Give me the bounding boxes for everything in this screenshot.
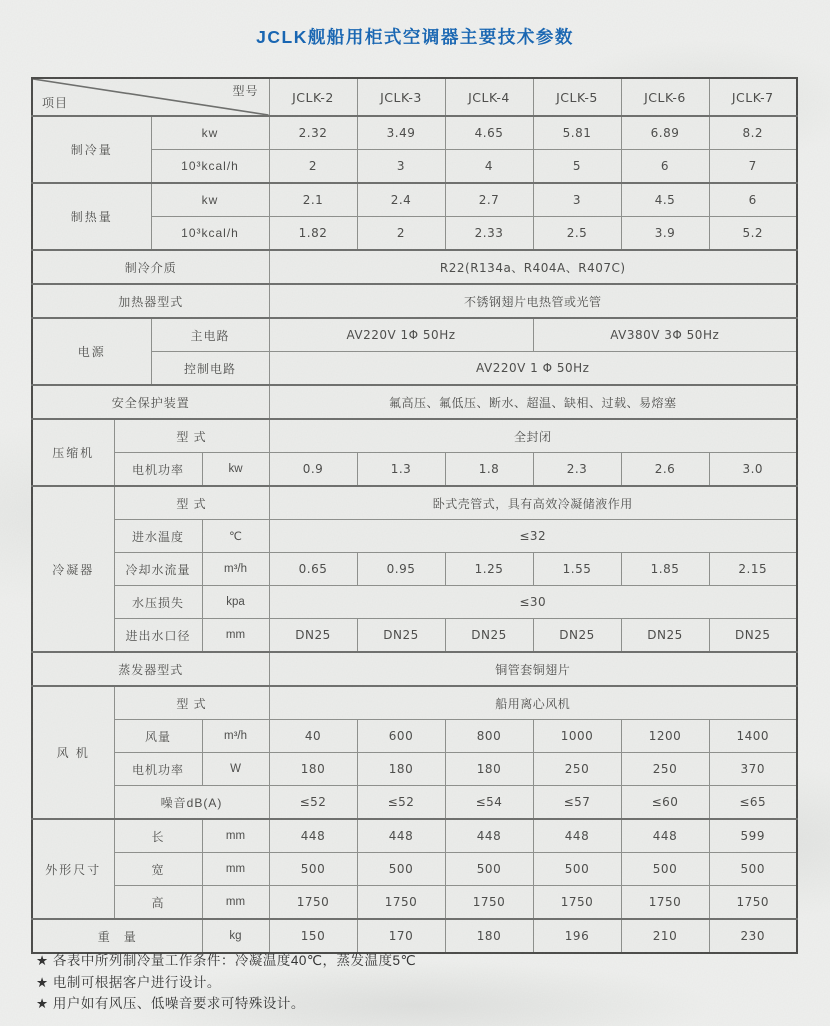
value-cell: 5.81	[533, 116, 621, 150]
group-cell: 电源	[32, 318, 151, 385]
table-row	[32, 919, 797, 953]
label-cell: 电机功率	[114, 453, 202, 487]
value-cell: 599	[709, 819, 797, 853]
value-cell: 370	[709, 753, 797, 786]
label-cell: 型 式	[114, 486, 269, 520]
value-cell: 氟高压、氟低压、断水、超温、缺相、过载、易熔塞	[269, 385, 797, 419]
value-cell: ≤52	[357, 786, 445, 820]
unit-cell: m³/h	[202, 553, 269, 586]
label-cell: 宽	[114, 853, 202, 886]
value-cell: 4.5	[621, 183, 709, 217]
label-cell: 加热器型式	[32, 284, 269, 318]
value-cell: DN25	[621, 619, 709, 653]
value-cell: 500	[357, 853, 445, 886]
value-cell: 1.85	[621, 553, 709, 586]
value-cell: 4	[445, 150, 533, 184]
table-body	[32, 116, 797, 953]
table-row	[32, 619, 797, 653]
value-cell: 3.9	[621, 217, 709, 251]
label-cell: 高	[114, 886, 202, 920]
value-cell: 1.82	[269, 217, 357, 251]
table-header-row	[32, 78, 797, 116]
value-cell: 448	[269, 819, 357, 853]
unit-cell: mm	[202, 853, 269, 886]
table-row	[32, 486, 797, 520]
table-row	[32, 385, 797, 419]
diagonal-header-cell	[32, 78, 269, 116]
label-cell: 风量	[114, 720, 202, 753]
value-cell: 250	[533, 753, 621, 786]
value-cell: ≤65	[709, 786, 797, 820]
spec-table-wrapper	[31, 77, 798, 954]
footnote: ★ 用户如有风压、低噪音要求可特殊设计。	[36, 996, 305, 1011]
table-row	[32, 453, 797, 487]
spec-table	[31, 77, 798, 954]
table-row	[32, 318, 797, 352]
value-cell: 1.25	[445, 553, 533, 586]
value-cell: 448	[357, 819, 445, 853]
value-cell: 1400	[709, 720, 797, 753]
label-cell: 10³kcal/h	[151, 150, 269, 184]
label-cell: 型 式	[114, 686, 269, 720]
group-cell: 冷凝器	[32, 486, 114, 652]
unit-cell: W	[202, 753, 269, 786]
value-cell: 6.89	[621, 116, 709, 150]
value-cell: 7	[709, 150, 797, 184]
value-cell: 全封闭	[269, 419, 797, 453]
group-cell: 制冷量	[32, 116, 151, 183]
table-row	[32, 786, 797, 820]
value-cell: 2.4	[357, 183, 445, 217]
value-cell: 150	[269, 919, 357, 953]
group-cell: 压缩机	[32, 419, 114, 486]
value-cell: ≤54	[445, 786, 533, 820]
value-cell: 0.95	[357, 553, 445, 586]
model-header: JCLK-2	[269, 78, 357, 116]
value-cell: 500	[709, 853, 797, 886]
label-cell: 进水温度	[114, 520, 202, 553]
table-row	[32, 116, 797, 150]
table-row	[32, 250, 797, 284]
value-cell: ≤30	[269, 586, 797, 619]
value-cell: 1000	[533, 720, 621, 753]
value-cell: 2.6	[621, 453, 709, 487]
value-cell: 1750	[533, 886, 621, 920]
value-cell: 8.2	[709, 116, 797, 150]
value-cell: 2	[269, 150, 357, 184]
footnote: ★ 电制可根据客户进行设计。	[36, 974, 221, 990]
unit-cell: mm	[202, 886, 269, 920]
value-cell: 2.3	[533, 453, 621, 487]
table-row	[32, 720, 797, 753]
table-row	[32, 284, 797, 318]
value-cell: 1750	[445, 886, 533, 920]
value-cell: 3.49	[357, 116, 445, 150]
value-cell: 180	[445, 919, 533, 953]
model-header: JCLK-6	[621, 78, 709, 116]
value-cell: ≤32	[269, 520, 797, 553]
value-cell: AV220V 1Φ 50Hz	[269, 318, 533, 352]
value-cell: 1200	[621, 720, 709, 753]
value-cell: 448	[533, 819, 621, 853]
value-cell: 2.7	[445, 183, 533, 217]
value-cell: 180	[269, 753, 357, 786]
model-header: JCLK-4	[445, 78, 533, 116]
corner-label-model: 型号	[232, 84, 259, 98]
group-cell: 风 机	[32, 686, 114, 819]
unit-cell: mm	[202, 619, 269, 653]
value-cell: 2.32	[269, 116, 357, 150]
value-cell: 1.8	[445, 453, 533, 487]
value-cell: ≤52	[269, 786, 357, 820]
value-cell: DN25	[445, 619, 533, 653]
label-cell: 控制电路	[151, 352, 269, 386]
value-cell: AV380V 3Φ 50Hz	[533, 318, 797, 352]
label-cell: 进出水口径	[114, 619, 202, 653]
value-cell: 0.65	[269, 553, 357, 586]
value-cell: AV220V 1 Φ 50Hz	[269, 352, 797, 386]
table-row	[32, 419, 797, 453]
label-cell: 制冷介质	[32, 250, 269, 284]
table-row	[32, 553, 797, 586]
value-cell: 1750	[621, 886, 709, 920]
value-cell: DN25	[709, 619, 797, 653]
value-cell: 180	[357, 753, 445, 786]
value-cell: 500	[269, 853, 357, 886]
table-row	[32, 183, 797, 217]
value-cell: DN25	[533, 619, 621, 653]
unit-cell: ℃	[202, 520, 269, 553]
table-row	[32, 886, 797, 920]
value-cell: 铜管套铜翅片	[269, 652, 797, 686]
value-cell: 170	[357, 919, 445, 953]
value-cell: 4.65	[445, 116, 533, 150]
label-cell: 水压损失	[114, 586, 202, 619]
value-cell: 180	[445, 753, 533, 786]
value-cell: 1.3	[357, 453, 445, 487]
value-cell: R22(R134a、R404A、R407C)	[269, 250, 797, 284]
value-cell: 448	[621, 819, 709, 853]
label-cell: kw	[151, 116, 269, 150]
value-cell: 5.2	[709, 217, 797, 251]
unit-cell: mm	[202, 819, 269, 853]
value-cell: 196	[533, 919, 621, 953]
table-row	[32, 586, 797, 619]
value-cell: 卧式壳管式，具有高效冷凝储液作用	[269, 486, 797, 520]
value-cell: 1.55	[533, 553, 621, 586]
unit-cell: kpa	[202, 586, 269, 619]
table-row	[32, 853, 797, 886]
value-cell: 448	[445, 819, 533, 853]
value-cell: DN25	[269, 619, 357, 653]
value-cell: 0.9	[269, 453, 357, 487]
value-cell: 船用离心风机	[269, 686, 797, 720]
value-cell: 250	[621, 753, 709, 786]
label-cell: 重 量	[32, 919, 202, 953]
value-cell: 不锈钢翅片电热管或光管	[269, 284, 797, 318]
value-cell: 1750	[709, 886, 797, 920]
value-cell: ≤60	[621, 786, 709, 820]
page-title: JCLK舰船用柜式空调器主要技术参数	[256, 27, 574, 47]
value-cell: 500	[445, 853, 533, 886]
value-cell: ≤57	[533, 786, 621, 820]
label-cell: kw	[151, 183, 269, 217]
unit-cell: kw	[202, 453, 269, 487]
table-row	[32, 686, 797, 720]
corner-label-items: 项目	[42, 96, 69, 110]
footnotes	[36, 950, 416, 1015]
value-cell: 6	[621, 150, 709, 184]
value-cell: 3	[533, 183, 621, 217]
label-cell: 噪音dB(A)	[114, 786, 269, 820]
table-row	[32, 652, 797, 686]
value-cell: 2.15	[709, 553, 797, 586]
table-row	[32, 819, 797, 853]
label-cell: 电机功率	[114, 753, 202, 786]
model-header: JCLK-7	[709, 78, 797, 116]
value-cell: 40	[269, 720, 357, 753]
model-header: JCLK-3	[357, 78, 445, 116]
value-cell: DN25	[357, 619, 445, 653]
group-cell: 外形尺寸	[32, 819, 114, 919]
label-cell: 安全保护装置	[32, 385, 269, 419]
value-cell: 600	[357, 720, 445, 753]
value-cell: 1750	[357, 886, 445, 920]
label-cell: 10³kcal/h	[151, 217, 269, 251]
value-cell: 3	[357, 150, 445, 184]
unit-cell: m³/h	[202, 720, 269, 753]
label-cell: 主电路	[151, 318, 269, 352]
value-cell: 2	[357, 217, 445, 251]
value-cell: 500	[533, 853, 621, 886]
model-header: JCLK-5	[533, 78, 621, 116]
value-cell: 210	[621, 919, 709, 953]
table-row	[32, 520, 797, 553]
value-cell: 2.1	[269, 183, 357, 217]
value-cell: 1750	[269, 886, 357, 920]
group-cell: 制热量	[32, 183, 151, 250]
value-cell: 230	[709, 919, 797, 953]
label-cell: 冷却水流量	[114, 553, 202, 586]
value-cell: 3.0	[709, 453, 797, 487]
value-cell: 5	[533, 150, 621, 184]
unit-cell: kg	[202, 919, 269, 953]
label-cell: 长	[114, 819, 202, 853]
value-cell: 2.5	[533, 217, 621, 251]
table-row	[32, 753, 797, 786]
value-cell: 500	[621, 853, 709, 886]
footnote: ★ 各表中所列制冷量工作条件：冷凝温度40℃，蒸发温度5℃	[36, 953, 417, 968]
value-cell: 800	[445, 720, 533, 753]
label-cell: 型 式	[114, 419, 269, 453]
label-cell: 蒸发器型式	[32, 652, 269, 686]
value-cell: 2.33	[445, 217, 533, 251]
value-cell: 6	[709, 183, 797, 217]
